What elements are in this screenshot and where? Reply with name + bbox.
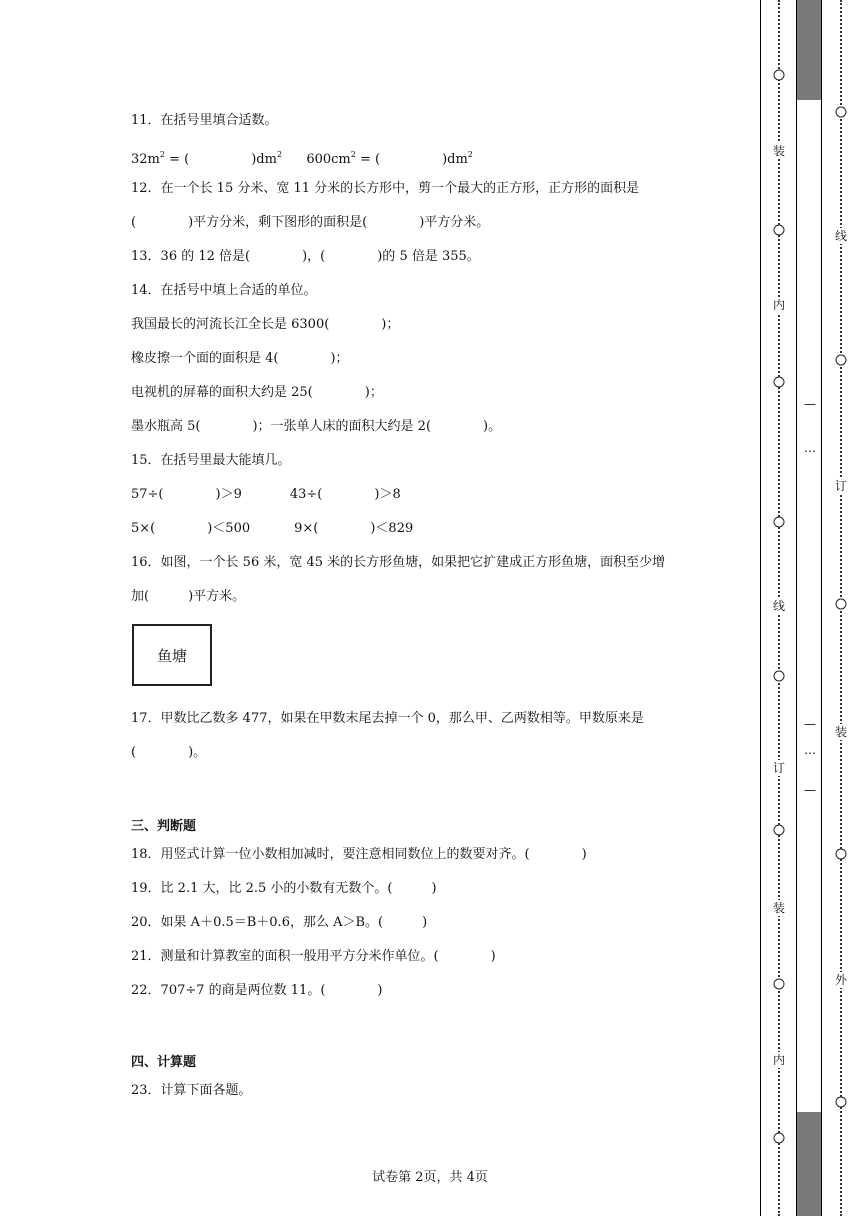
margin-circle xyxy=(774,517,785,528)
q19: 19．比 2.1 大，比 2.5 小的小数有无数个。( ) xyxy=(131,881,437,896)
q15-a2: 43÷( )＞8 xyxy=(289,487,401,502)
margin-circle xyxy=(836,1097,847,1108)
fish-pond-figure xyxy=(132,624,212,686)
margin-char: 订 xyxy=(772,761,786,775)
margin-circle xyxy=(836,355,847,366)
binding-strip xyxy=(796,0,822,1216)
margin-circle xyxy=(774,825,785,836)
margin-char: 装 xyxy=(772,901,786,915)
q13-line1: 13．36 的 12 倍是( )，( )的 5 倍是 355。 xyxy=(131,249,480,264)
q14-stem: 14．在括号中填上合适的单位。 xyxy=(131,283,317,298)
margin-char: 线 xyxy=(772,599,786,613)
fish-pond-label: 鱼塘 xyxy=(156,646,187,665)
q15-b1: 5×( )＜500 xyxy=(131,521,251,536)
margin-circle xyxy=(774,1133,785,1144)
q11-eq2-exp1: 2 xyxy=(350,150,356,159)
margin-circle xyxy=(774,671,785,682)
q11-eq1-mid: = ( xyxy=(164,152,190,167)
margin-char: 订 xyxy=(834,479,848,493)
q11-eq2-right: )dm xyxy=(442,152,468,167)
q20: 20．如果 A＋0.5＝B＋0.6，那么 A＞B。( ) xyxy=(131,915,428,930)
q12-line2: ( )平方分米，剩下图形的面积是( )平方分米。 xyxy=(131,215,490,230)
margin-circle xyxy=(836,599,847,610)
q11-eq1-left: 32m xyxy=(131,152,160,167)
margin-circle xyxy=(774,70,785,81)
margin-circle xyxy=(774,377,785,388)
q14-d: 墨水瓶高 5( )；一张单人床的面积大约是 2( )。 xyxy=(131,419,502,434)
q11-eq1-exp2: 2 xyxy=(276,150,283,159)
margin-dash: … xyxy=(804,441,816,455)
q17-line1: 17．甲数比乙数多 477，如果在甲数末尾去掉一个 0，那么甲、乙两数相等。甲数原来是 xyxy=(131,711,644,726)
margin-circle xyxy=(774,225,785,236)
q11-eq1-exp1: 2 xyxy=(159,150,165,159)
q22: 22．707÷7 的商是两位数 11。( ) xyxy=(131,983,383,998)
q11-eq2-left: 600cm xyxy=(306,152,351,167)
strip-block-top xyxy=(797,0,821,100)
q21: 21．测量和计算教室的面积一般用平方分米作单位。( ) xyxy=(131,949,496,964)
q14-a: 我国最长的河流长江全长是 6300( )； xyxy=(131,317,400,332)
q11-stem: 11．在括号里填合适数。 xyxy=(131,113,278,128)
margin-dash: … xyxy=(804,743,816,757)
q11-eq2-exp2: 2 xyxy=(467,150,473,159)
q23: 23．计算下面各题。 xyxy=(131,1083,252,1098)
q11-eq1-right: )dm xyxy=(251,152,277,167)
section-4-title: 四、计算题 xyxy=(131,1055,197,1070)
margin-circle xyxy=(836,107,847,118)
q12-line1: 12．在一个长 15 分米、宽 11 分米的长方形中，剪一个最大的正方形，正方形的面积是 xyxy=(131,181,640,196)
q14-c: 电视机的屏幕的面积大约是 25( )； xyxy=(131,385,383,400)
section-3-title: 三、判断题 xyxy=(131,819,197,834)
margin-circle xyxy=(774,979,785,990)
q11-eq2-mid: = ( xyxy=(355,152,381,167)
q11-equations xyxy=(131,146,473,169)
q14-b: 橡皮擦一个面的面积是 4( )； xyxy=(131,351,349,366)
q16-line1: 16．如图，一个长 56 米，宽 45 米的长方形鱼塘，如果把它扩建成正方形鱼塘，面积至少增 xyxy=(131,555,666,570)
margin-char: 线 xyxy=(834,229,848,243)
margin-char: 外 xyxy=(834,973,848,987)
margin-char: 内 xyxy=(772,1053,786,1067)
margin-char: 装 xyxy=(834,725,848,739)
q18: 18．用竖式计算一位小数相加减时，要注意相同数位上的数要对齐。( ) xyxy=(131,847,587,862)
margin-char: 装 xyxy=(772,144,786,158)
page-footer: 试卷第 2页，共 4页 xyxy=(372,1170,488,1185)
margin-char: 内 xyxy=(772,298,786,312)
q15-row2 xyxy=(131,520,413,538)
margin-border xyxy=(760,0,761,1216)
margin-circle xyxy=(836,849,847,860)
strip-block-bottom xyxy=(797,1112,821,1216)
q15-b2: 9×( )＜829 xyxy=(294,521,414,536)
margin-dash: — xyxy=(804,783,816,797)
q17-line2: ( )。 xyxy=(131,745,207,760)
q15-a1: 57÷( )＞9 xyxy=(131,487,242,502)
q16-line2: 加( )平方米。 xyxy=(131,589,246,604)
margin-dash: — xyxy=(804,397,816,411)
margin-dash: — xyxy=(804,717,816,731)
q15-row1 xyxy=(131,486,401,504)
q15-stem: 15．在括号里最大能填几。 xyxy=(131,453,291,468)
